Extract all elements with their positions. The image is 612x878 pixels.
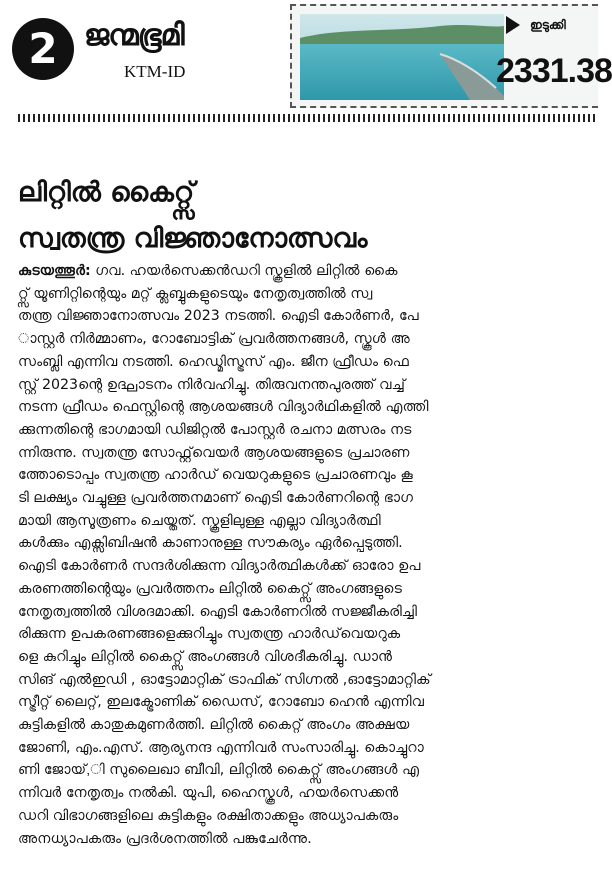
body-line: സ്ട്രീറ്റ് ലൈറ്റ്, ഇലക്ട്രോണിക് ഡൈസ്, റോബോ ഹെൻ എന്നിവ bbox=[18, 694, 425, 711]
body-line: മായി ആസൂത്രണം ചെയ്തത്. സ്കൂളിലുള്ള എല്ലാ വിദ്യാർത്ഥി bbox=[18, 512, 381, 529]
dam-reservoir-image bbox=[300, 14, 504, 100]
headline-line: ലിറ്റിൽ കൈറ്റ്സ് bbox=[18, 177, 195, 208]
body-line: ണി ജോയ്,ി സുലൈഖാ ബീവി, ലിറ്റിൽ കൈറ്റ്സ് അംഗങ്ങൾ എ bbox=[18, 762, 420, 779]
body-line: കരണത്തിന്റെയും പ്രവർത്തനം ലിറ്റിൽ കൈറ്റ്സ് അംഗങ്ങളുടെ bbox=[18, 580, 402, 597]
body-line bbox=[18, 260, 582, 283]
body-line: അനധ്യാപകരും പ്രദർശനത്തിൽ പങ്കുചേർന്നു. bbox=[18, 830, 312, 847]
page-number-badge: 2 bbox=[12, 18, 74, 80]
body-line: കൾക്കും എക്സിബിഷൻ കാണാനുള്ള സൗകര്യം ഏർപ്പെടുത്തി. bbox=[18, 535, 403, 552]
body-line: ജോണി, എം.എസ്. ആര്യനന്ദ എന്നിവർ സംസാരിച്ചു. കൊച്ചുറാ bbox=[18, 739, 424, 756]
headline-line: സ്വതന്ത്ര വിജ്ഞാനോത്സവം bbox=[18, 223, 368, 254]
body-line: റ്റ്സ് യൂണിറ്റിന്റെയും മറ്റ് ക്ലബ്ബുകളുടെയും നേതൃത്വത്തിൽ സ്വ bbox=[18, 285, 373, 302]
body-line: രിക്കുന്ന ഉപകരണങ്ങളെക്കുറിച്ചും സ്വതന്ത്ര ഹാർഡ്‌വെയറുക bbox=[18, 626, 401, 643]
edition-code: KTM-ID bbox=[124, 62, 186, 81]
newspaper-masthead: ജന്മഭൂമി bbox=[84, 18, 184, 53]
body-line-text: ഗവ. ഹയർസെക്കൻഡറി സ്കൂളിൽ ലിറ്റിൽ കൈ bbox=[90, 263, 398, 279]
body-line: സിങ് എൽഇഡി , ഓട്ടോമാറ്റിക് ട്രാഫിക് സിഗ്നൽ ,ഓട്ടോമാറ്റിക് bbox=[18, 671, 431, 688]
ad-water-level-value: 2331.38 bbox=[496, 52, 612, 90]
body-line: ന്നിരുന്നു. സ്വതന്ത്ര സോഫ്റ്റ്‌വെയർ ആശയങ്ങളുടെ പ്രചാരണ bbox=[18, 444, 410, 461]
body-line: നടന്ന ഫ്രീഡം ഫെസ്റ്റിന്റെ ആശയങ്ങൾ വിദ്യാർഥികളിൽ എത്തി bbox=[18, 399, 429, 416]
body-line: നേതൃത്വത്തിൽ വിശദമാക്കി. ഐടി കോർണറിൽ സജ്ജീകരിച്ചി bbox=[18, 603, 418, 620]
article-headline bbox=[18, 170, 588, 262]
section-divider bbox=[18, 114, 598, 122]
ad-location-label: ഇടുക്കി bbox=[530, 18, 566, 32]
body-line: തന്ത്ര വിജ്ഞാനോത്സവം 2023 നടത്തി. ഐടി കോർണർ, പേ bbox=[18, 308, 419, 325]
body-line: കുട്ടികളിൽ കാതുകമുണർത്തി. ലിറ്റിൽ കൈറ്റ് അംഗം അക്ഷയ bbox=[18, 717, 410, 734]
body-line: ടി ലക്ഷ്യം വച്ചുള്ള പ്രവർത്തനമാണ് ഐടി കോർണറിന്റെ ഭാഗ bbox=[18, 490, 413, 507]
body-line: ത്തോടൊപ്പം സ്വതന്ത്ര ഹാർഡ് വെയറുകളുടെ പ്രചാരണവും കൂ bbox=[18, 467, 413, 484]
play-arrow-icon bbox=[506, 16, 520, 34]
body-line: ന്നിവർ നേതൃത്വം നൽകി. യുപി, ഹൈസ്കൂൾ, ഹയർസെക്കൻ bbox=[18, 785, 399, 802]
body-line: ഡറി വിഭാഗങ്ങളിലെ കുട്ടികളും രക്ഷിതാക്കളും അധ്യാപകരും bbox=[18, 807, 399, 824]
body-line: സംബ്ലി എന്നിവ നടത്തി. ഹെഡ്മിസ്ട്രസ് എം. ജീന ഫ്രീഡം ഫെ bbox=[18, 353, 409, 370]
advertisement-box bbox=[290, 4, 612, 108]
body-line: സ്റ്റ് 2023ന്റെ ഉദ്ഘാടനം നിർവഹിച്ചു. തിരുവനന്തപുരത്ത് വച്ച് bbox=[18, 376, 406, 393]
body-line: ക്കുന്നതിന്റെ ഭാഗമായി ഡിജിറ്റൽ പോസ്റ്റർ രചനാ മത്സരം നട bbox=[18, 421, 412, 438]
article-body bbox=[18, 260, 582, 850]
body-line: ളെ കുറിച്ചും ലിറ്റിൽ കൈറ്റ്സ് അംഗങ്ങൾ വിശദീകരിച്ചു. ഡാൻ bbox=[18, 648, 393, 665]
body-line: ാസ്റ്റർ നിർമ്മാണം, റോബോട്ടിക് പ്രവർത്തനങ്ങൾ, സ്കൂൾ അ bbox=[18, 331, 410, 348]
body-line: ഐടി കോർണർ സന്ദർശിക്കുന്ന വിദ്യാർത്ഥികൾക്ക് ഓരോ ഉപ bbox=[18, 558, 421, 575]
dateline: കുടയത്തൂർ: bbox=[18, 263, 91, 279]
